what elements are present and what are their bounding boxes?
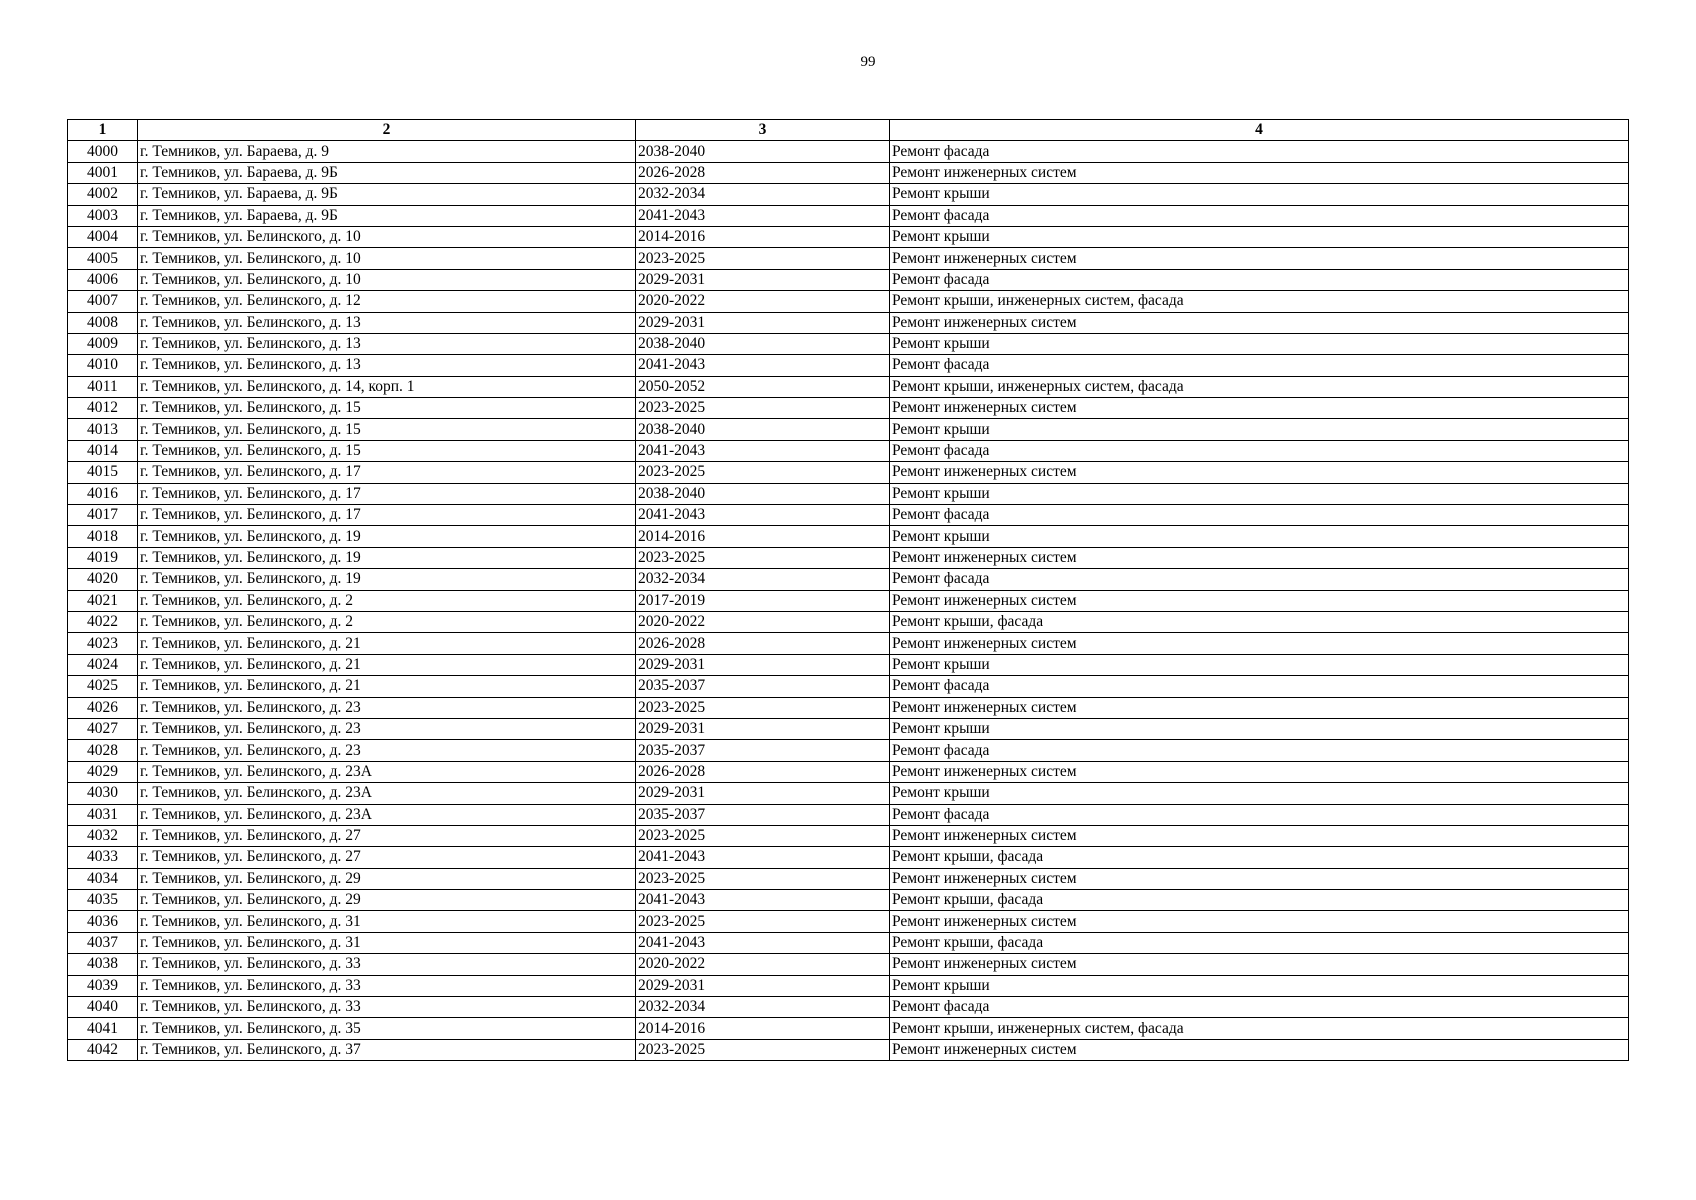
address-cell: г. Темников, ул. Белинского, д. 14, корп. 1 [138,376,636,397]
period-cell: 2032-2034 [636,997,890,1018]
row-number: 4016 [68,483,138,504]
period-cell: 2020-2022 [636,954,890,975]
work-type-cell: Ремонт крыши, фасада [890,847,1629,868]
address-cell: г. Темников, ул. Белинского, д. 15 [138,398,636,419]
work-type-cell: Ремонт инженерных систем [890,825,1629,846]
address-cell: г. Темников, ул. Белинского, д. 19 [138,569,636,590]
address-cell: г. Темников, ул. Бараева, д. 9Б [138,162,636,183]
row-number: 4040 [68,997,138,1018]
period-cell: 2035-2037 [636,804,890,825]
period-cell: 2041-2043 [636,440,890,461]
row-number: 4013 [68,419,138,440]
address-cell: г. Темников, ул. Белинского, д. 17 [138,462,636,483]
table-row [68,184,1629,205]
row-number: 4014 [68,440,138,461]
work-type-cell: Ремонт инженерных систем [890,547,1629,568]
address-cell: г. Темников, ул. Белинского, д. 19 [138,547,636,568]
row-number: 4008 [68,312,138,333]
work-type-cell: Ремонт инженерных систем [890,1039,1629,1060]
address-cell: г. Темников, ул. Белинского, д. 21 [138,676,636,697]
row-number: 4010 [68,355,138,376]
period-cell: 2035-2037 [636,676,890,697]
work-type-cell: Ремонт фасада [890,355,1629,376]
page-number: 99 [860,54,876,70]
address-cell: г. Темников, ул. Белинского, д. 23 [138,718,636,739]
period-cell: 2029-2031 [636,718,890,739]
period-cell: 2041-2043 [636,205,890,226]
work-type-cell: Ремонт фасада [890,569,1629,590]
table-row [68,761,1629,782]
row-number: 4027 [68,718,138,739]
address-cell: г. Темников, ул. Белинского, д. 17 [138,505,636,526]
row-number: 4018 [68,526,138,547]
row-number: 4020 [68,569,138,590]
address-cell: г. Темников, ул. Белинского, д. 10 [138,226,636,247]
row-number: 4006 [68,269,138,290]
period-cell: 2032-2034 [636,184,890,205]
work-type-cell: Ремонт инженерных систем [890,398,1629,419]
work-type-cell: Ремонт крыши, фасада [890,611,1629,632]
work-type-cell: Ремонт фасада [890,997,1629,1018]
address-cell: г. Темников, ул. Белинского, д. 2 [138,611,636,632]
row-number: 4022 [68,611,138,632]
row-number: 4029 [68,761,138,782]
address-cell: г. Темников, ул. Белинского, д. 29 [138,890,636,911]
work-type-cell: Ремонт крыши, инженерных систем, фасада [890,1018,1629,1039]
work-type-cell: Ремонт крыши, фасада [890,932,1629,953]
address-cell: г. Темников, ул. Белинского, д. 19 [138,526,636,547]
table-row [68,355,1629,376]
row-number: 4037 [68,932,138,953]
table-row [68,547,1629,568]
address-cell: г. Темников, ул. Белинского, д. 23А [138,783,636,804]
address-cell: г. Темников, ул. Белинского, д. 13 [138,333,636,354]
table-row [68,590,1629,611]
period-cell: 2038-2040 [636,333,890,354]
address-cell: г. Темников, ул. Белинского, д. 10 [138,269,636,290]
address-cell: г. Темников, ул. Бараева, д. 9Б [138,205,636,226]
period-cell: 2041-2043 [636,355,890,376]
table-row [68,997,1629,1018]
address-cell: г. Темников, ул. Белинского, д. 27 [138,825,636,846]
row-number: 4004 [68,226,138,247]
row-number: 4001 [68,162,138,183]
work-type-cell: Ремонт инженерных систем [890,911,1629,932]
address-cell: г. Темников, ул. Белинского, д. 21 [138,633,636,654]
period-cell: 2029-2031 [636,783,890,804]
row-number: 4028 [68,740,138,761]
row-number: 4000 [68,141,138,162]
work-type-cell: Ремонт крыши [890,419,1629,440]
period-cell: 2029-2031 [636,269,890,290]
table-row [68,1018,1629,1039]
row-number: 4025 [68,676,138,697]
repair-schedule-table [67,119,1629,1061]
table-row [68,633,1629,654]
row-number: 4034 [68,868,138,889]
row-number: 4021 [68,590,138,611]
work-type-cell: Ремонт инженерных систем [890,761,1629,782]
address-cell: г. Темников, ул. Белинского, д. 33 [138,997,636,1018]
table-body [68,141,1629,1061]
row-number: 4007 [68,291,138,312]
work-type-cell: Ремонт крыши, инженерных систем, фасада [890,291,1629,312]
address-cell: г. Темников, ул. Белинского, д. 23 [138,697,636,718]
work-type-cell: Ремонт крыши [890,654,1629,675]
table-row [68,269,1629,290]
table-row [68,611,1629,632]
address-cell: г. Темников, ул. Белинского, д. 35 [138,1018,636,1039]
row-number: 4009 [68,333,138,354]
work-type-cell: Ремонт крыши [890,184,1629,205]
work-type-cell: Ремонт фасада [890,505,1629,526]
table-row [68,205,1629,226]
work-type-cell: Ремонт фасада [890,676,1629,697]
row-number: 4038 [68,954,138,975]
table-row [68,440,1629,461]
address-cell: г. Темников, ул. Белинского, д. 31 [138,932,636,953]
row-number: 4042 [68,1039,138,1060]
row-number: 4031 [68,804,138,825]
table-row [68,333,1629,354]
work-type-cell: Ремонт крыши, фасада [890,890,1629,911]
table-row [68,783,1629,804]
period-cell: 2035-2037 [636,740,890,761]
row-number: 4032 [68,825,138,846]
address-cell: г. Темников, ул. Белинского, д. 29 [138,868,636,889]
work-type-cell: Ремонт крыши [890,526,1629,547]
period-cell: 2041-2043 [636,505,890,526]
work-type-cell: Ремонт крыши [890,226,1629,247]
table-row [68,718,1629,739]
row-number: 4039 [68,975,138,996]
row-number: 4041 [68,1018,138,1039]
row-number: 4019 [68,547,138,568]
address-cell: г. Темников, ул. Бараева, д. 9Б [138,184,636,205]
period-cell: 2026-2028 [636,633,890,654]
table-row [68,226,1629,247]
table-row [68,312,1629,333]
period-cell: 2038-2040 [636,483,890,504]
row-number: 4033 [68,847,138,868]
row-number: 4026 [68,697,138,718]
table-row [68,911,1629,932]
period-cell: 2023-2025 [636,462,890,483]
period-cell: 2041-2043 [636,890,890,911]
address-cell: г. Темников, ул. Белинского, д. 23А [138,761,636,782]
work-type-cell: Ремонт крыши [890,483,1629,504]
address-cell: г. Темников, ул. Белинского, д. 21 [138,654,636,675]
period-cell: 2023-2025 [636,1039,890,1060]
period-cell: 2041-2043 [636,847,890,868]
work-type-cell: Ремонт инженерных систем [890,697,1629,718]
period-cell: 2032-2034 [636,569,890,590]
header-col-number: 1 [68,120,138,141]
row-number: 4017 [68,505,138,526]
work-type-cell: Ремонт фасада [890,804,1629,825]
period-cell: 2038-2040 [636,141,890,162]
table-row [68,248,1629,269]
table-row [68,526,1629,547]
work-type-cell: Ремонт инженерных систем [890,462,1629,483]
work-type-cell: Ремонт фасада [890,141,1629,162]
address-cell: г. Темников, ул. Белинского, д. 15 [138,440,636,461]
table-row [68,932,1629,953]
table-row [68,847,1629,868]
table-row [68,740,1629,761]
work-type-cell: Ремонт инженерных систем [890,633,1629,654]
work-type-cell: Ремонт крыши [890,333,1629,354]
work-type-cell: Ремонт крыши [890,975,1629,996]
header-col-period: 3 [636,120,890,141]
address-cell: г. Темников, ул. Белинского, д. 15 [138,419,636,440]
address-cell: г. Темников, ул. Белинского, д. 13 [138,312,636,333]
table-row [68,569,1629,590]
address-cell: г. Темников, ул. Белинского, д. 13 [138,355,636,376]
row-number: 4005 [68,248,138,269]
address-cell: г. Темников, ул. Белинского, д. 27 [138,847,636,868]
table-row [68,697,1629,718]
table-row [68,1039,1629,1060]
period-cell: 2023-2025 [636,547,890,568]
period-cell: 2023-2025 [636,825,890,846]
row-number: 4015 [68,462,138,483]
row-number: 4036 [68,911,138,932]
row-number: 4003 [68,205,138,226]
work-type-cell: Ремонт инженерных систем [890,954,1629,975]
table-header [68,120,1629,141]
row-number: 4012 [68,398,138,419]
address-cell: г. Темников, ул. Белинского, д. 10 [138,248,636,269]
header-col-work-type: 4 [890,120,1629,141]
period-cell: 2023-2025 [636,868,890,889]
address-cell: г. Темников, ул. Белинского, д. 33 [138,975,636,996]
period-cell: 2020-2022 [636,611,890,632]
address-cell: г. Темников, ул. Белинского, д. 23 [138,740,636,761]
work-type-cell: Ремонт фасада [890,205,1629,226]
table-row [68,291,1629,312]
table-row [68,825,1629,846]
row-number: 4011 [68,376,138,397]
work-type-cell: Ремонт крыши [890,783,1629,804]
address-cell: г. Темников, ул. Белинского, д. 2 [138,590,636,611]
work-type-cell: Ремонт крыши, инженерных систем, фасада [890,376,1629,397]
address-cell: г. Темников, ул. Белинского, д. 12 [138,291,636,312]
table-row [68,804,1629,825]
row-number: 4023 [68,633,138,654]
row-number: 4002 [68,184,138,205]
period-cell: 2029-2031 [636,654,890,675]
address-cell: г. Темников, ул. Белинского, д. 33 [138,954,636,975]
period-cell: 2023-2025 [636,248,890,269]
row-number: 4035 [68,890,138,911]
table-row [68,676,1629,697]
table-row [68,462,1629,483]
work-type-cell: Ремонт фасада [890,440,1629,461]
table-row [68,141,1629,162]
period-cell: 2050-2052 [636,376,890,397]
row-number: 4024 [68,654,138,675]
work-type-cell: Ремонт инженерных систем [890,312,1629,333]
address-cell: г. Темников, ул. Белинского, д. 31 [138,911,636,932]
work-type-cell: Ремонт фасада [890,269,1629,290]
address-cell: г. Темников, ул. Белинского, д. 17 [138,483,636,504]
period-cell: 2041-2043 [636,932,890,953]
period-cell: 2038-2040 [636,419,890,440]
period-cell: 2014-2016 [636,526,890,547]
header-row [68,120,1629,141]
table-row [68,162,1629,183]
table-row [68,483,1629,504]
period-cell: 2029-2031 [636,975,890,996]
table-row [68,890,1629,911]
work-type-cell: Ремонт инженерных систем [890,590,1629,611]
address-cell: г. Темников, ул. Белинского, д. 23А [138,804,636,825]
table-row [68,376,1629,397]
work-type-cell: Ремонт инженерных систем [890,868,1629,889]
table-row [68,398,1629,419]
period-cell: 2029-2031 [636,312,890,333]
work-type-cell: Ремонт инженерных систем [890,248,1629,269]
work-type-cell: Ремонт инженерных систем [890,162,1629,183]
address-cell: г. Темников, ул. Бараева, д. 9 [138,141,636,162]
table-row [68,419,1629,440]
period-cell: 2023-2025 [636,911,890,932]
period-cell: 2023-2025 [636,398,890,419]
work-type-cell: Ремонт фасада [890,740,1629,761]
period-cell: 2023-2025 [636,697,890,718]
header-col-address: 2 [138,120,636,141]
period-cell: 2026-2028 [636,162,890,183]
row-number: 4030 [68,783,138,804]
period-cell: 2014-2016 [636,226,890,247]
period-cell: 2020-2022 [636,291,890,312]
table-row [68,868,1629,889]
table-row [68,505,1629,526]
period-cell: 2017-2019 [636,590,890,611]
period-cell: 2026-2028 [636,761,890,782]
table-row [68,654,1629,675]
table-row [68,975,1629,996]
address-cell: г. Темников, ул. Белинского, д. 37 [138,1039,636,1060]
work-type-cell: Ремонт крыши [890,718,1629,739]
table-row [68,954,1629,975]
period-cell: 2014-2016 [636,1018,890,1039]
